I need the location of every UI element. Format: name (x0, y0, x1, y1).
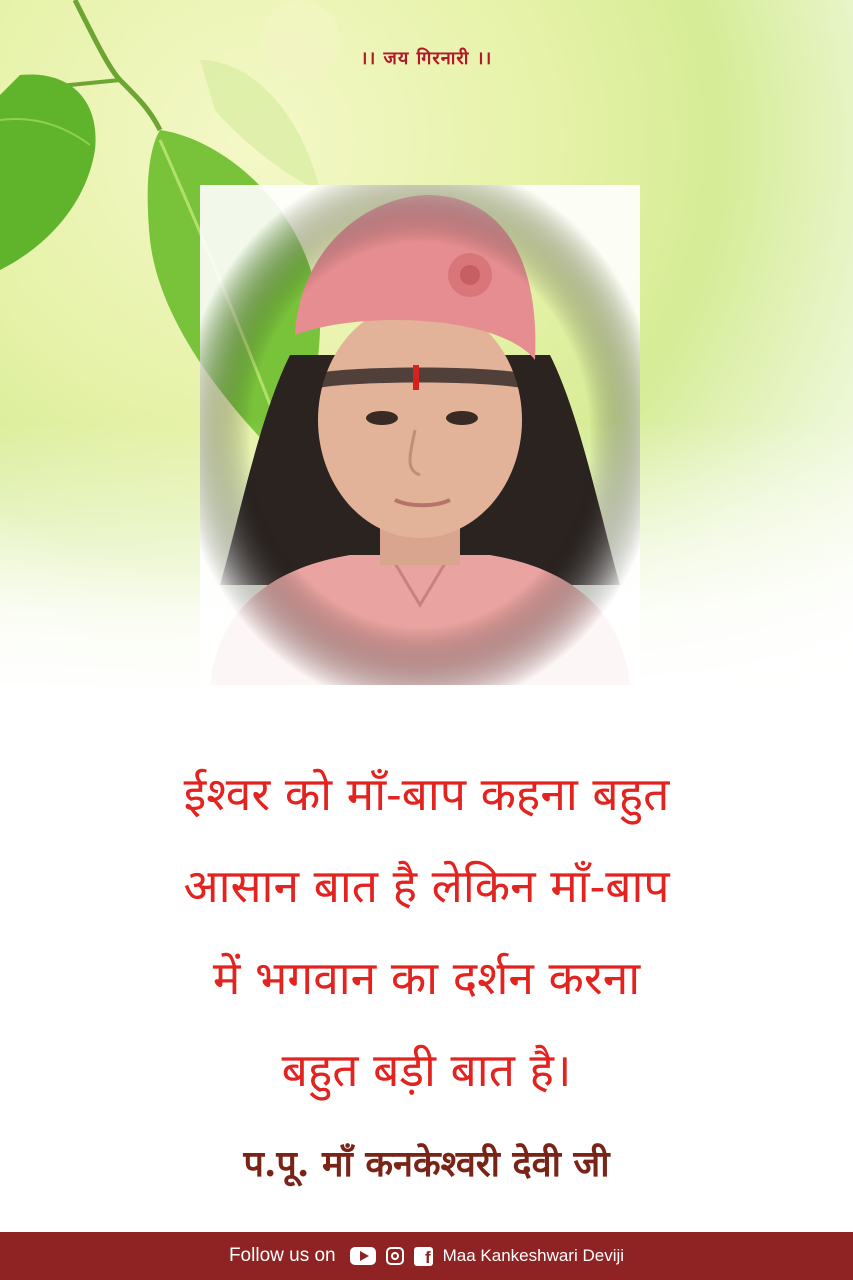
quote-line: बहुत बड़ी बात है। (281, 1043, 572, 1097)
youtube-icon[interactable] (350, 1247, 376, 1265)
quote-text (30, 748, 823, 1116)
follow-text: Follow us on (228, 1245, 336, 1266)
portrait-photo (200, 185, 640, 685)
header-chant: ।। जय गिरनारी ।। (360, 48, 493, 69)
quote-line: आसान बात है लेकिन माँ-बाप (183, 859, 670, 913)
facebook-icon[interactable]: f (414, 1247, 433, 1266)
instagram-icon[interactable] (386, 1247, 404, 1265)
quote-line: ईश्वर को माँ-बाप कहना बहुत (183, 767, 670, 821)
footer-bar (0, 1232, 853, 1280)
author-name: प.पू. माँ कनकेश्वरी देवी जी (243, 1143, 610, 1185)
social-handle[interactable]: Maa Kankeshwari Deviji (442, 1246, 625, 1265)
quote-line: में भगवान का दर्शन करना (212, 951, 641, 1005)
